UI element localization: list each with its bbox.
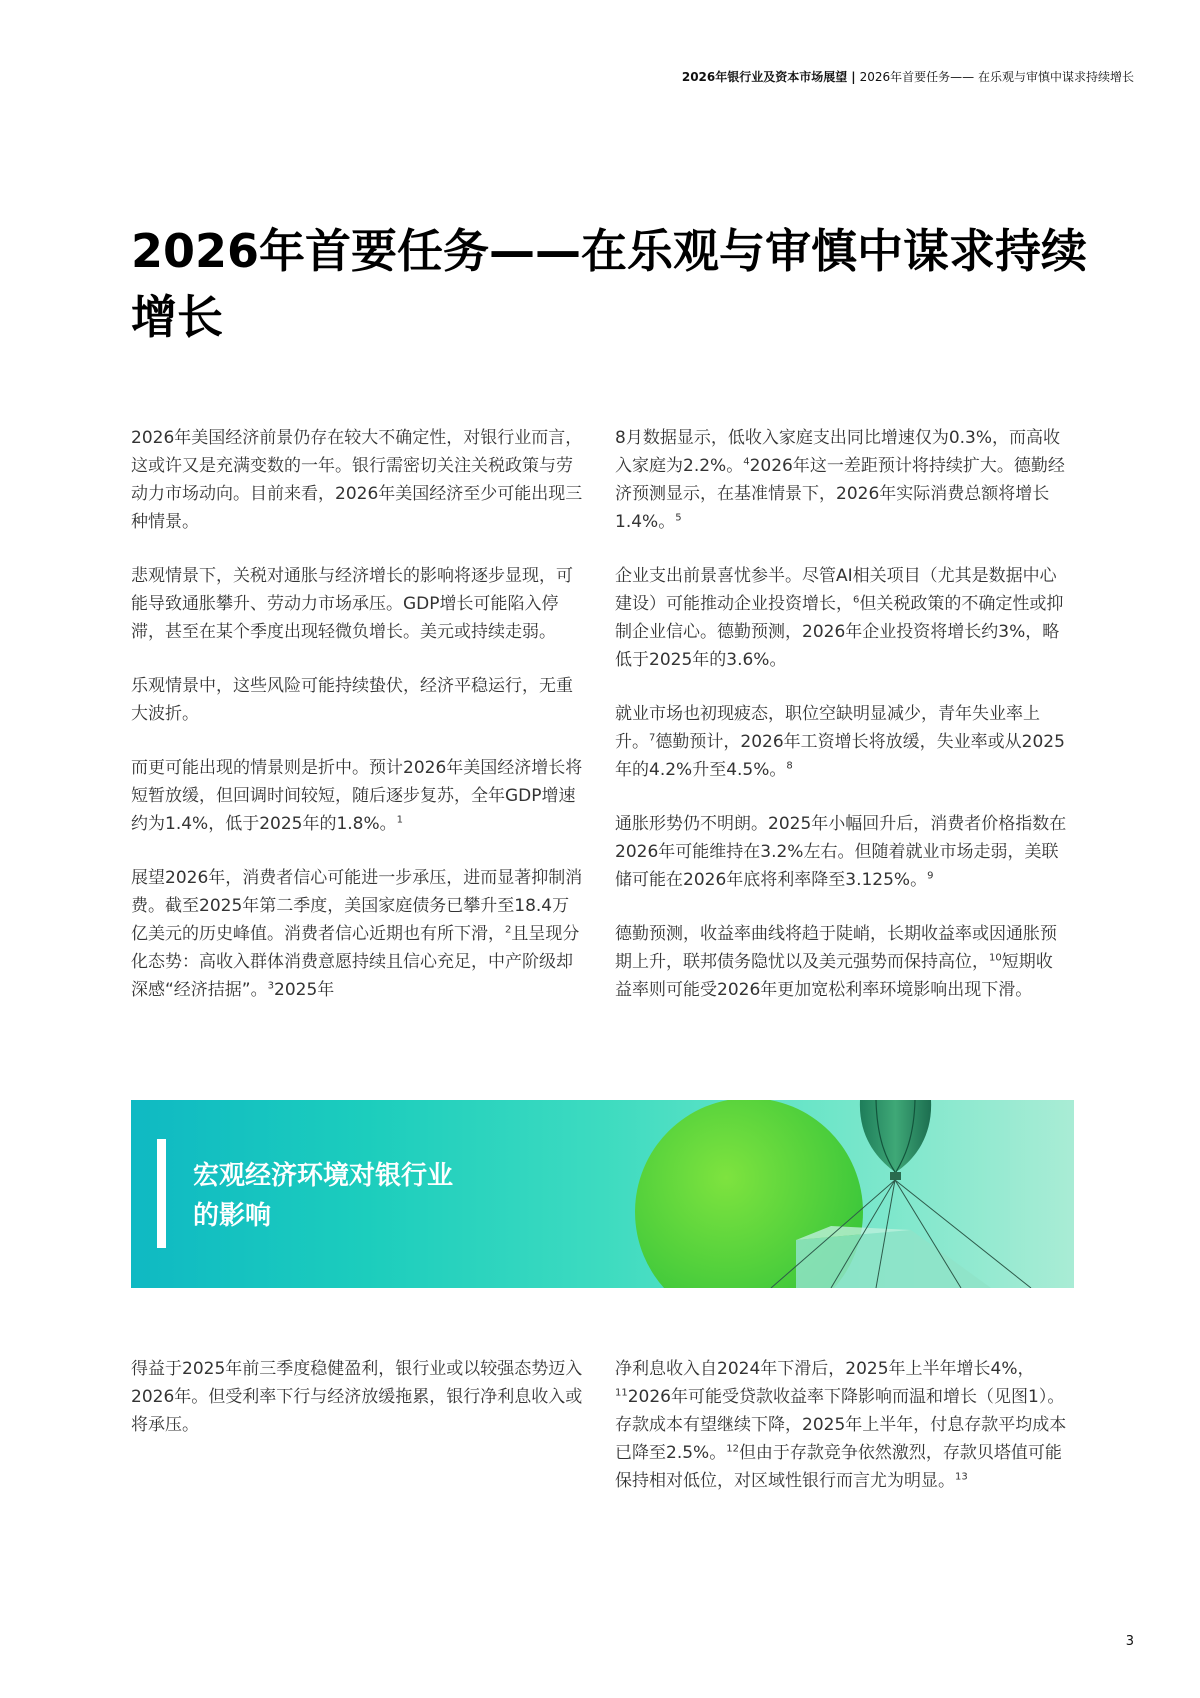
footnote-ref: 11 xyxy=(615,1387,628,1399)
footnote-ref: 8 xyxy=(786,760,793,772)
paragraph: 净利息收入自2024年下滑后，2025年上半年增长4%，$^{11}$2026年可能受贷款收益率下降影响而温和增长（见图1）。存款成本有望继续下降，2025年上半年，付息存款平均成本已降至2.5%。$^{12}$但由于存款竞争依然激烈，存款贝塔值可能保持相对低位，对区域性银行而言尤为明显。$^{13}$ xyxy=(615,1359,1067,1491)
paragraph: 通胀形势仍不明朗。2025年小幅回升后，消费者价格指数在2026年可能维持在3.2%左右。但随着就业市场走弱，美联储可能在2026年底将利率降至3.125%。$^9$ xyxy=(615,814,1067,890)
right-column-bottom xyxy=(615,1355,1067,1521)
paragraph: 乐观情景中，这些风险可能持续蛰伏，经济平稳运行，无重大波折。 xyxy=(131,676,573,724)
paragraph: 而更可能出现的情景则是折中。预计2026年美国经济增长将短暂放缓，但回调时间较短，随后逐步复苏，全年GDP增速约为1.4%，低于2025年的1.8%。$^1$ xyxy=(131,758,583,834)
footnote-ref: 7 xyxy=(649,732,656,744)
footnote-ref: 6 xyxy=(853,594,860,606)
footnote-ref: 9 xyxy=(927,870,934,882)
paragraph: 得益于2025年前三季度稳健盈利，银行业或以较强态势迈入2026年。但受利率下行与经济放缓拖累，银行净利息收入或将承压。 xyxy=(131,1359,583,1435)
footnote-ref: 3 xyxy=(267,980,274,992)
footnote-ref: 13 xyxy=(955,1471,968,1483)
section-banner xyxy=(131,1100,1074,1288)
paragraph: 悲观情景下，关税对通胀与经济增长的影响将逐步显现，可能导致通胀攀升、劳动力市场承压。GDP增长可能陷入停滞，甚至在某个季度出现轻微负增长。美元或持续走弱。 xyxy=(131,566,573,642)
page-number: 3 xyxy=(1125,1634,1134,1649)
paragraph: 德勤预测，收益率曲线将趋于陡峭，长期收益率或因通胀预期上升，联邦债务隐忧以及美元强势而保持高位，$^{10}$短期收益率则可能受2026年更加宽松利率环境影响出现下滑。 xyxy=(615,924,1057,1000)
header-separator: | xyxy=(851,70,856,84)
balloon-basket xyxy=(890,1172,901,1180)
footnote-ref: 4 xyxy=(743,456,750,468)
right-column-top xyxy=(615,424,1067,1030)
section-title: 2026年首要任务—— 在乐观与审慎中谋求持续增长 xyxy=(859,70,1134,84)
paragraph: 8月数据显示，低收入家庭支出同比增速仅为0.3%，而高收入家庭为2.2%。$^4$2026年这一差距预计将持续扩大。德勤经济预测显示，在基准情景下，2026年实际消费总额将增长1.4%。$^5$ xyxy=(615,428,1065,532)
banner-accent-bar xyxy=(157,1139,166,1248)
left-column-bottom xyxy=(131,1355,583,1465)
teal-prism xyxy=(796,1230,991,1288)
paragraph: 企业支出前景喜忧参半。尽管AI相关项目（尤其是数据中心建设）可能推动企业投资增长，$^6$但关税政策的不确定性或抑制企业信心。德勤预测，2026年企业投资将增长约3%，略低于2025年的3.6%。 xyxy=(615,566,1064,670)
report-title: 2026年银行业及资本市场展望 xyxy=(681,70,848,84)
banner-title: 宏观经济环境对银行业的影响 xyxy=(193,1161,454,1231)
left-column-top xyxy=(131,424,583,1030)
paragraph: 就业市场也初现疲态，职位空缺明显减少，青年失业率上升。$^7$德勤预计，2026年工资增长将放缓，失业率或从2025年的4.2%升至4.5%。$^8$ xyxy=(615,704,1065,780)
balloon-envelope xyxy=(860,1100,931,1172)
footnote-ref: 12 xyxy=(726,1443,739,1455)
paragraph: 展望2026年，消费者信心可能进一步承压，进而显著抑制消费。截至2025年第二季度，美国家庭债务已攀升至18.4万亿美元的历史峰值。消费者信心近期也有所下滑，$^2$且呈现分化态势：高收入群体消费意愿持续且信心充足，中产阶级却深感“经济拮据”。$^3$2025年 xyxy=(131,868,583,1000)
page-title: 2026年首要任务——在乐观与审慎中谋求持续增长 xyxy=(131,224,1088,344)
footnote-ref: 5 xyxy=(675,512,682,524)
footnote-ref: 1 xyxy=(396,814,404,826)
paragraph: 2026年美国经济前景仍存在较大不确定性，对银行业而言，这或许又是充满变数的一年。银行需密切关注关税政策与劳动力市场动向。目前来看，2026年美国经济至少可能出现三种情景。 xyxy=(131,428,583,532)
footnote-ref: 10 xyxy=(989,952,1002,964)
footnote-ref: 2 xyxy=(505,924,512,936)
running-header xyxy=(682,68,1134,85)
